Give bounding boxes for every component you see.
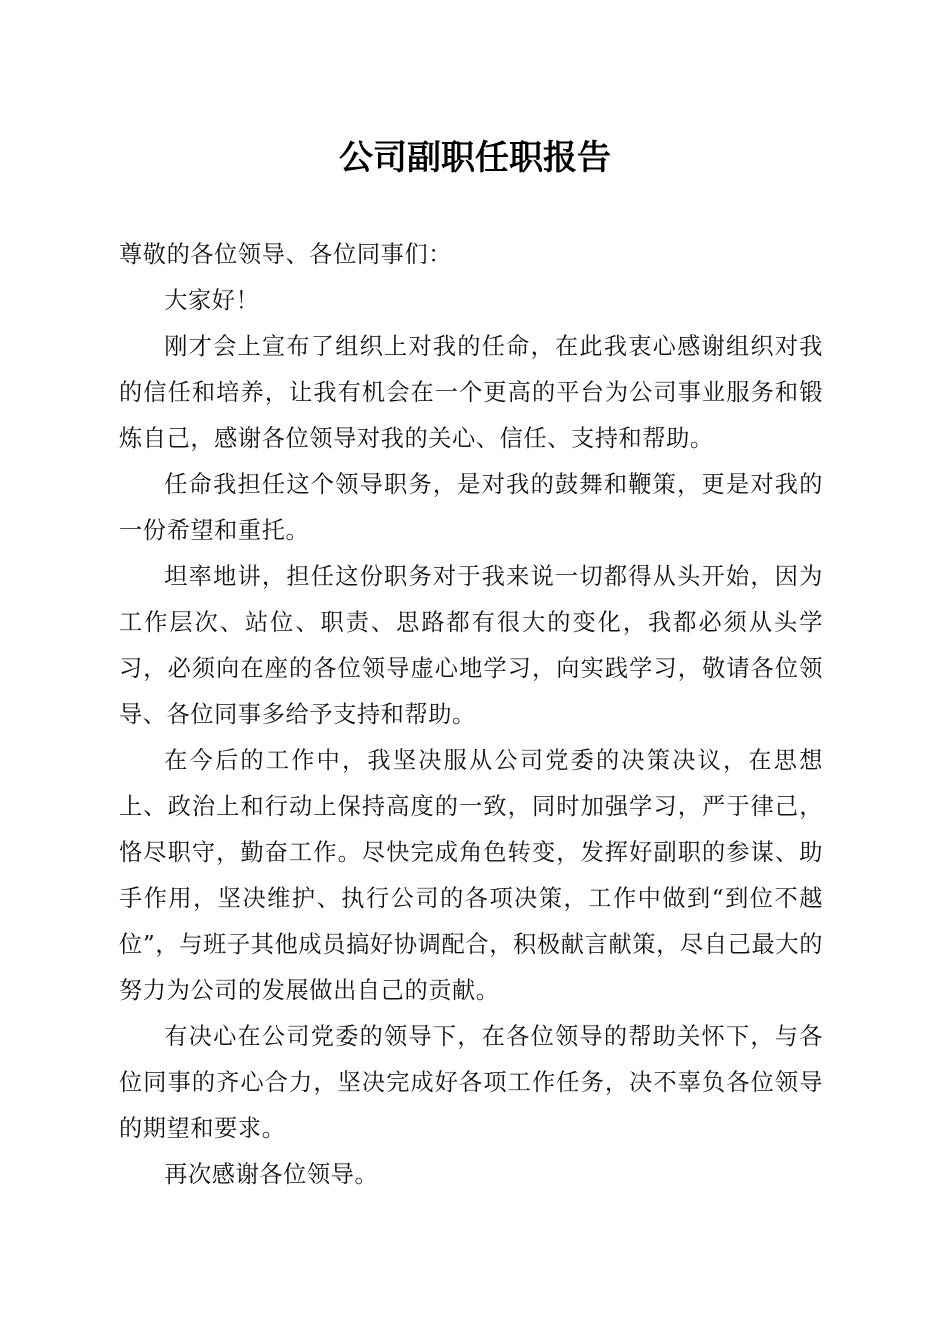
paragraph-appointment: 任命我担任这个领导职务，是对我的鼓舞和鞭策，更是对我的一份希望和重托。 bbox=[119, 471, 823, 544]
paragraph-greeting: 大家好！ bbox=[164, 287, 260, 314]
salutation: 尊敬的各位领导、各位同事们： bbox=[119, 241, 453, 268]
document-title: 公司副职任职报告 bbox=[339, 138, 611, 178]
paragraph-commitment: 在今后的工作中，我坚决服从公司党委的决策决议，在思想上、政治上和行动上保持高度的一致，同时加强学习，严于律己，恪尽职守，勤奋工作。尽快完成角色转变，发挥好副职的参谋、助手作用，坚决维护、执行公司的各项决策，工作中做到“到位不越位”，与班子其他成员搞好协调配合，积极献言献策，尽自己最大的努力为公司的发展做出自己的贡献。 bbox=[119, 747, 823, 1004]
paragraph-learning: 坦率地讲，担任这份职务对于我来说一切都得从头开始，因为工作层次、站位、职责、思路都有很大的变化，我都必须从头学习，必须向在座的各位领导虚心地学习，向实践学习，敬请各位领导、各位同事多给予支持和帮助。 bbox=[119, 563, 823, 728]
paragraph-thanks: 刚才会上宣布了组织上对我的任命，在此我衷心感谢组织对我的信任和培养，让我有机会在一个更高的平台为公司事业服务和锻炼自己，感谢各位领导对我的关心、信任、支持和帮助。 bbox=[119, 333, 823, 452]
paragraph-closing: 再次感谢各位领导。 bbox=[164, 1161, 379, 1188]
document-body bbox=[119, 232, 823, 1198]
paragraph-determination: 有决心在公司党委的领导下，在各位领导的帮助关怀下，与各位同事的齐心合力，坚决完成好各项工作任务，决不辜负各位领导的期望和要求。 bbox=[119, 1023, 823, 1142]
